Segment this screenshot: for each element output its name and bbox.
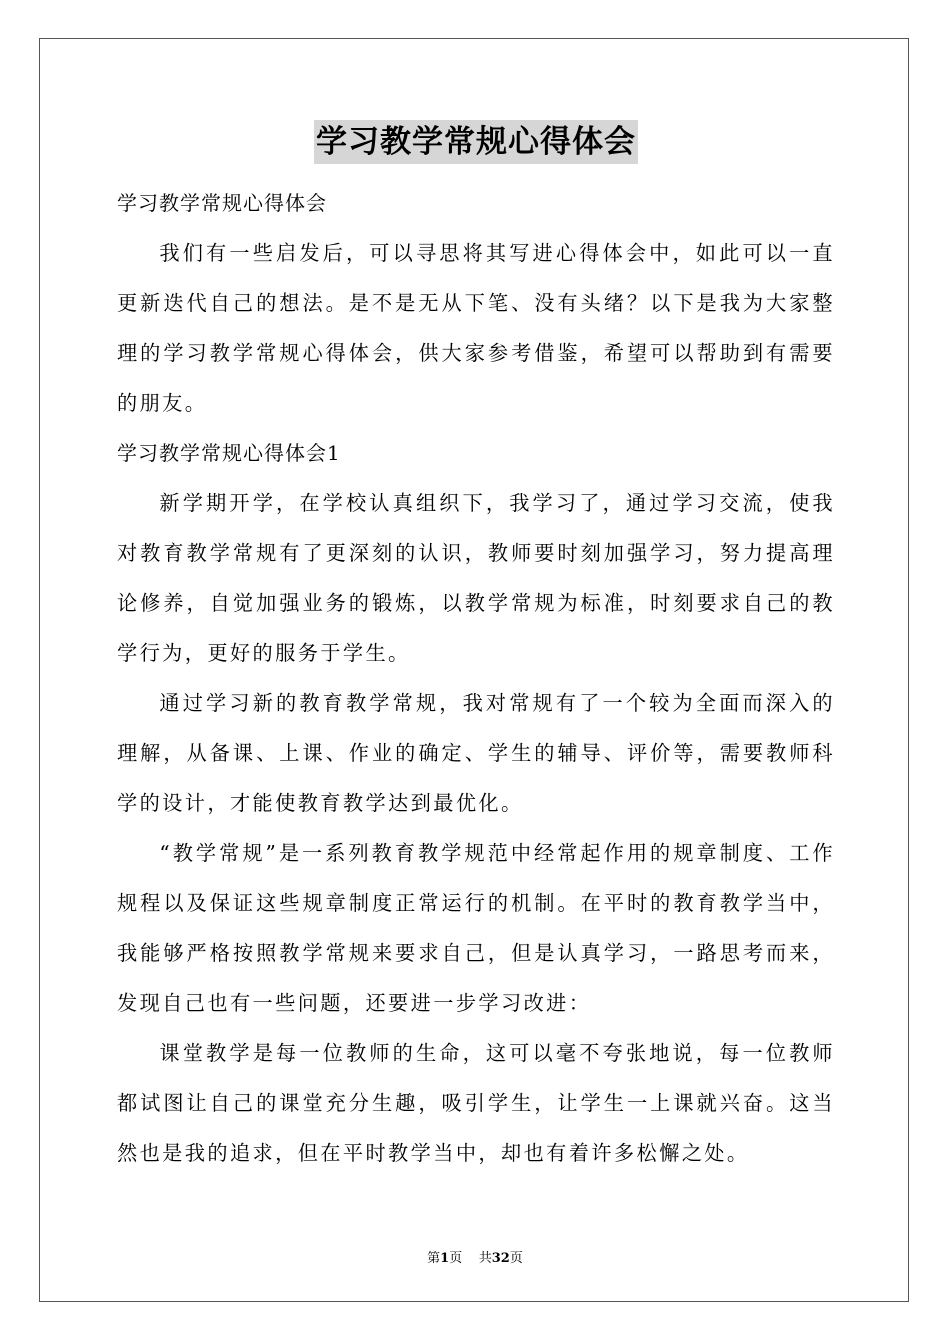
total-pages: 32 [491, 1251, 510, 1266]
paragraph: 新学期开学，在学校认真组织下，我学习了，通过学习交流，使我对教育教学常规有了更深刻的认识，教师要时刻加强学习，努力提高理论修养，自觉加强业务的锻炼，以教学常规为标准，时刻要求自己的教学行为，更好的服务于学生。 [117, 491, 835, 665]
document-body [117, 120, 835, 1178]
page-suffix: 页 [449, 1251, 463, 1266]
title-wrap [117, 120, 835, 172]
page-number: 1 [440, 1251, 450, 1266]
paragraph: 课堂教学是每一位教师的生命，这可以毫不夸张地说，每一位教师都试图让自己的课堂充分生趣，吸引学生，让学生一上课就兴奋。这当然也是我的追求，但在平时教学当中，却也有着许多松懈之处。 [117, 1041, 835, 1165]
document-title: 学习教学常规心得体会 [314, 120, 638, 164]
paragraph: “教学常规”是一系列教育教学规范中经常起作用的规章制度、工作规程以及保证这些规章制度正常运行的机制。在平时的教育教学当中，我能够严格按照教学常规来要求自己，但是认真学习，一路思考而来，发现自己也有一些问题，还要进一步学习改进： [117, 841, 835, 1015]
page-prefix: 第 [427, 1251, 441, 1266]
total-prefix: 共 [478, 1251, 492, 1266]
paragraph: 通过学习新的教育教学常规，我对常规有了一个较为全面而深入的理解，从备课、上课、作业的确定、学生的辅导、评价等，需要教师科学的设计，才能使教育教学达到最优化。 [117, 691, 835, 815]
section-heading: 学习教学常规心得体会 [117, 191, 327, 215]
total-suffix: 页 [509, 1251, 523, 1266]
page-footer [0, 1247, 950, 1266]
paragraph: 我们有一些启发后，可以寻思将其写进心得体会中，如此可以一直更新迭代自己的想法。是不是无从下笔、没有头绪？以下是我为大家整理的学习教学常规心得体会，供大家参考借鉴，希望可以帮助到有需要的朋友。 [117, 241, 835, 415]
section-heading: 学习教学常规心得体会1 [117, 441, 341, 465]
